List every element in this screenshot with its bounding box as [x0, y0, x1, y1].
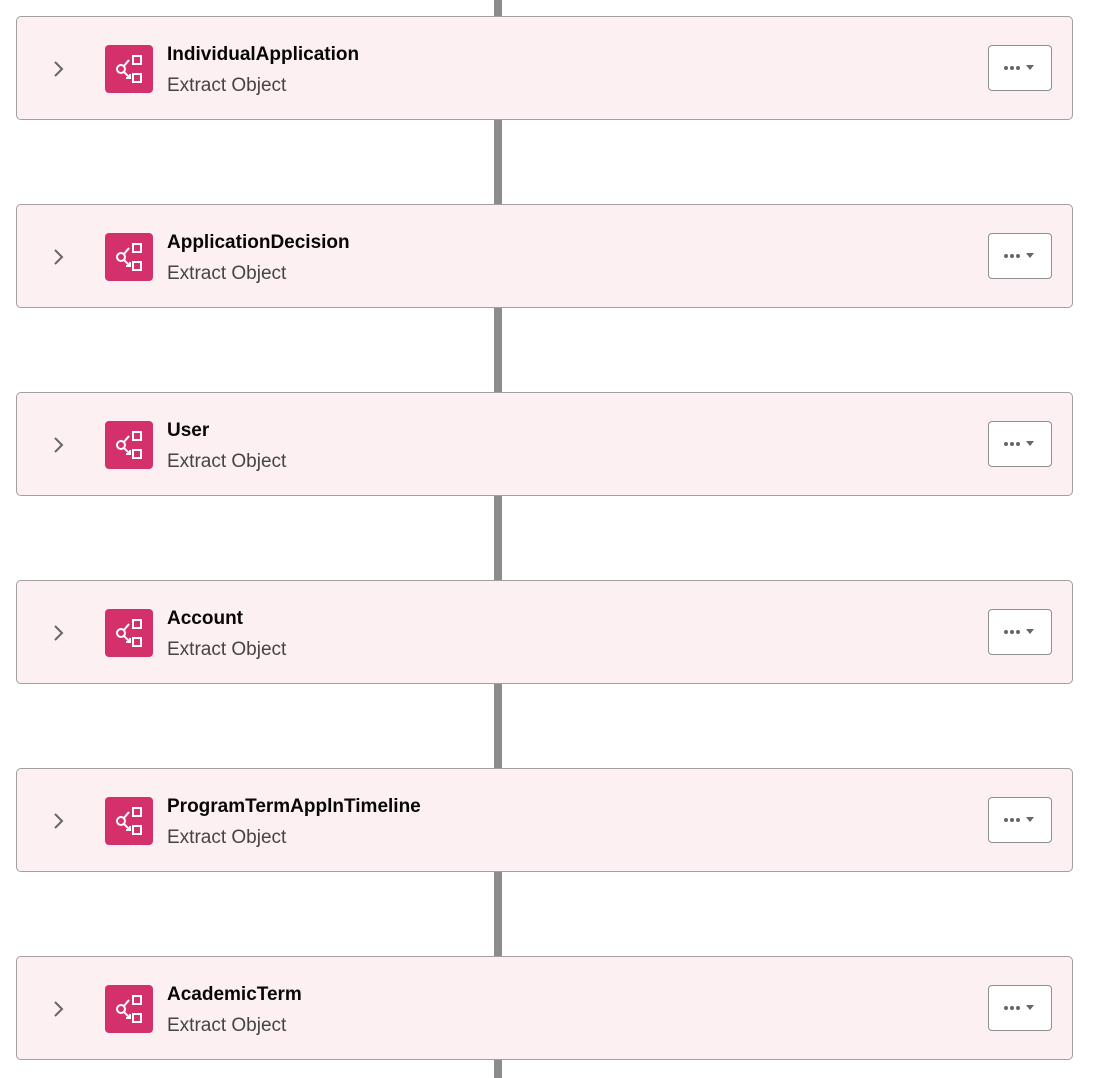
step-subtitle: Extract Object	[167, 75, 287, 96]
step-title: IndividualApplication	[167, 44, 360, 65]
flow-connector-line	[494, 0, 502, 1078]
step-title: Account	[167, 608, 243, 629]
step-title: User	[167, 420, 210, 441]
flow-step-card[interactable]	[16, 392, 1073, 496]
step-subtitle: Extract Object	[167, 639, 287, 660]
extract-object-icon	[105, 233, 153, 281]
step-title: ProgramTermApplnTimeline	[167, 796, 421, 817]
flow-step-card[interactable]	[16, 16, 1073, 120]
extract-object-icon	[105, 45, 153, 93]
step-actions-menu-button[interactable]	[988, 797, 1052, 843]
step-subtitle: Extract Object	[167, 1015, 287, 1036]
extract-object-icon	[105, 797, 153, 845]
step-title: ApplicationDecision	[167, 232, 350, 253]
flow-step-card[interactable]	[16, 768, 1073, 872]
flow-step-card[interactable]	[16, 956, 1073, 1060]
expand-chevron-icon[interactable]	[49, 809, 69, 833]
step-subtitle: Extract Object	[167, 827, 287, 848]
extract-object-icon	[105, 609, 153, 657]
expand-chevron-icon[interactable]	[49, 433, 69, 457]
step-actions-menu-button[interactable]	[988, 609, 1052, 655]
extract-object-icon	[105, 421, 153, 469]
step-subtitle: Extract Object	[167, 451, 287, 472]
step-actions-menu-button[interactable]	[988, 45, 1052, 91]
expand-chevron-icon[interactable]	[49, 57, 69, 81]
step-actions-menu-button[interactable]	[988, 421, 1052, 467]
expand-chevron-icon[interactable]	[49, 245, 69, 269]
flow-step-card[interactable]	[16, 204, 1073, 308]
expand-chevron-icon[interactable]	[49, 621, 69, 645]
step-actions-menu-button[interactable]	[988, 985, 1052, 1031]
flow-step-card[interactable]	[16, 580, 1073, 684]
step-actions-menu-button[interactable]	[988, 233, 1052, 279]
step-subtitle: Extract Object	[167, 263, 287, 284]
step-title: AcademicTerm	[167, 984, 302, 1005]
extract-object-icon	[105, 985, 153, 1033]
expand-chevron-icon[interactable]	[49, 997, 69, 1021]
